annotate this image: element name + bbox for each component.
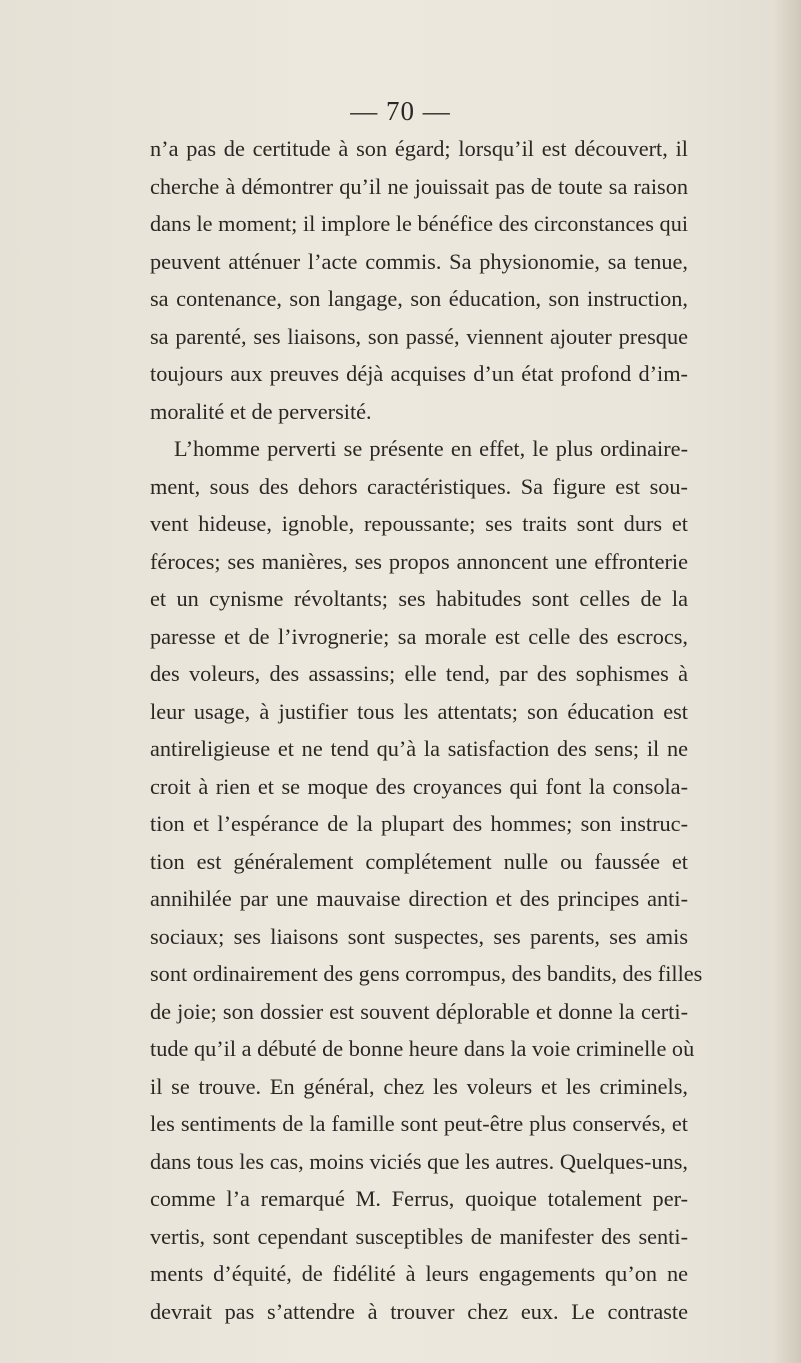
text-line: paresse et de l’ivrognerie; sa morale est celle des escrocs, bbox=[150, 623, 688, 649]
text-line: n’a pas de certitude à son égard; lorsqu’il est découvert, il bbox=[150, 136, 688, 161]
text-line: tion et l’espérance de la plupart des hommes; son instruc- bbox=[150, 811, 688, 836]
text-line: de joie; son dossier est souvent déplorable et donne la certi- bbox=[150, 998, 688, 1024]
text-line: sa parenté, ses liaisons, son passé, viennent ajouter presque bbox=[150, 323, 688, 349]
page-edge-shadow bbox=[773, 0, 801, 1363]
text-line: et un cynisme révoltants; ses habitudes sont celles de la bbox=[150, 586, 688, 611]
body-text bbox=[150, 130, 703, 1330]
text-line: toujours aux preuves déjà acquises d’un état profond d’im- bbox=[150, 361, 688, 386]
text-line: dans tous les cas, moins viciés que les autres. Quelques-uns, bbox=[150, 1148, 688, 1174]
text-line: leur usage, à justifier tous les attentats; son éducation est bbox=[150, 698, 688, 724]
text-line: sociaux; ses liaisons sont suspectes, ses parents, ses amis bbox=[150, 923, 688, 949]
text-line: devrait pas s’attendre à trouver chez eux. Le contraste bbox=[150, 1298, 688, 1324]
text-line: moralité et de perversité. bbox=[150, 398, 372, 424]
text-line: les sentiments de la famille sont peut-être plus conservés, et bbox=[150, 1111, 688, 1136]
text-line: vertis, sont cependant susceptibles de manifester des senti- bbox=[150, 1223, 688, 1249]
text-line: sont ordinairement des gens corrompus, des bandits, des filles bbox=[150, 961, 703, 986]
text-line: dans le moment; il implore le bénéfice des circonstances qui bbox=[150, 211, 689, 236]
text-line: féroces; ses manières, ses propos annoncent une effronterie bbox=[150, 548, 688, 574]
text-line: des voleurs, des assassins; elle tend, par des sophismes à bbox=[150, 661, 688, 686]
text-line: comme l’a remarqué M. Ferrus, quoique totalement per- bbox=[150, 1186, 688, 1211]
text-line: tude qu’il a débuté de bonne heure dans la voie criminelle où bbox=[150, 1036, 695, 1061]
text-line: ment, sous des dehors caractéristiques. Sa figure est sou- bbox=[150, 473, 688, 499]
text-line: vent hideuse, ignoble, repoussante; ses traits sont durs et bbox=[150, 511, 688, 536]
text-line: croit à rien et se moque des croyances qui font la consola- bbox=[150, 773, 688, 799]
text-line: antireligieuse et ne tend qu’à la satisfaction des sens; il ne bbox=[150, 736, 688, 761]
text-line: annihilée par une mauvaise direction et des principes anti- bbox=[150, 886, 688, 911]
paragraph-start-line: L’homme perverti se présente en effet, le plus ordinaire- bbox=[174, 436, 688, 461]
text-line: peuvent atténuer l’acte commis. Sa physionomie, sa tenue, bbox=[150, 248, 688, 274]
text-line: il se trouve. En général, chez les voleurs et les criminels, bbox=[150, 1073, 688, 1099]
text-line: tion est généralement complétement nulle ou faussée et bbox=[150, 848, 688, 874]
text-line: sa contenance, son langage, son éducation, son instruction, bbox=[150, 286, 688, 311]
text-line: cherche à démontrer qu’il ne jouissait pas de toute sa raison bbox=[150, 173, 688, 199]
page-number: — 70 — bbox=[350, 96, 451, 126]
text-line: ments d’équité, de fidélité à leurs engagements qu’on ne bbox=[150, 1261, 688, 1286]
